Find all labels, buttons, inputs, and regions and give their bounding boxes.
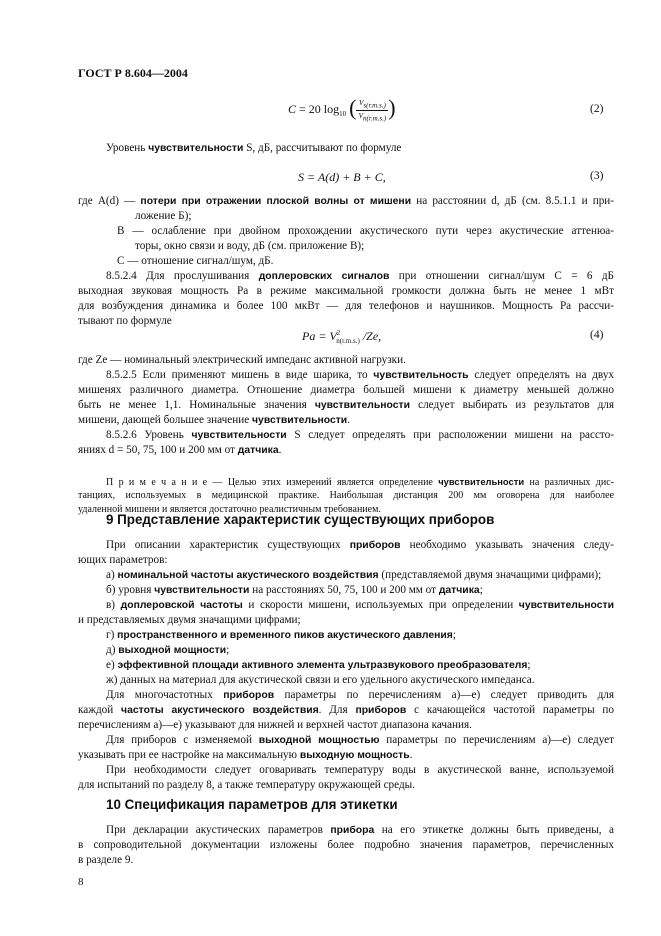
- s10-line1: При декларации акустических параметров прибора на его этикетке должны быть приведены, а: [106, 824, 614, 836]
- formula-4: $Pa = V^2_{n(r.m.s.)}$ /Ze,: [302, 329, 382, 346]
- p8524-line2: выходная звуковая мощность Pa в режиме максимальной громкости должна быть не менее 1 мВт: [78, 285, 614, 297]
- formula-2-denominator: V: [358, 110, 364, 120]
- where-ze: где Ze — номинальный электрический импеданс активной нагрузки.: [78, 354, 406, 366]
- formula-3: S = A(d) + B + C,: [298, 170, 386, 184]
- formula-2-prefix: = 20 log: [299, 101, 340, 116]
- formula-2-lhs: C: [288, 101, 297, 116]
- document-id: ГОСТ Р 8.604—2004: [78, 66, 188, 80]
- note-line1: П р и м е ч а н и е — Целью этих измерений является определение чувствительности на различных дис-: [106, 476, 614, 488]
- s9-var-line2: указывать при ее настройке на максимальную выходную мощность.: [78, 749, 413, 761]
- where-c-line: C — отношение сигнал/шум, дБ.: [117, 255, 274, 267]
- where-b-line1: B — ослабление при двойном прохождении акустического пути через акустические аттенюа-: [117, 225, 614, 237]
- where-b-line2: торы, окно связи и воду, дБ (см. приложение В);: [135, 240, 365, 252]
- s9-multi-line3: перечислениям а)—е) указывают для нижней и верхней частот диапазона качания.: [78, 719, 472, 731]
- p8524-line3: для возбуждения динамика и более 100 мкВт — для телефонов и наушников. Мощность Pa рассчи-: [78, 300, 614, 312]
- where-a-line2: ложение Б);: [135, 210, 192, 222]
- formula-2-number: (2): [590, 103, 604, 115]
- formula-2-denominator-sub: n(r.m.s.): [363, 114, 387, 122]
- p8525-line1: 8.5.2.5 Если применяют мишень в виде шарика, то чувствительность следует определять на двух: [106, 369, 615, 381]
- formula-2-fraction: [356, 98, 388, 122]
- p8526-line2: яниях d = 50, 75, 100 и 200 мм от датчика.: [78, 444, 282, 456]
- formula-4-number: (4): [590, 329, 604, 341]
- formula-2-numerator-sub: s(r.m.s.): [363, 101, 386, 110]
- s9-item-d: г) пространственного и временного пиков акустического давления;: [106, 629, 456, 641]
- formula-2-numerator: V: [358, 98, 364, 107]
- s9-intro-line2: ющих параметров:: [78, 554, 168, 566]
- s10-line2: в сопроводительной документации изложены более подробно значения параметров, перечисленных: [78, 839, 614, 851]
- where-a-line1: где A(d) — потери при отражении плоской волны от мишени на расстоянии d, дБ (см. 8.5.1.1 и при-: [78, 195, 615, 207]
- section-10-title: 10 Спецификация параметров для этикетки: [106, 797, 398, 812]
- s9-temp-line2: для испытаний по разделу 8, а также температуру окружающей среды.: [78, 779, 415, 791]
- s9-item-c-line1: в) доплеровской частоты и скорости мишени, используемых при определении чувствительности: [106, 599, 614, 611]
- p8525-line2: мишенях различного диаметра. Отношение диаметра большей мишени к диаметру меньшей должно: [78, 384, 614, 396]
- s9-item-b: б) уровня чувствительности на расстояниях 50, 75, 100 и 200 мм от датчика;: [106, 584, 483, 596]
- p8525-line3: быть не менее 1,1. Номинальные значения чувствительности следует выбирать из результатов для: [78, 399, 614, 411]
- formula-3-number: (3): [590, 170, 604, 182]
- s9-item-a: а) номинальной частоты акустического воздействия (представляемой двумя значащими цифрами);: [106, 569, 602, 581]
- s9-item-e: д) выходной мощности;: [106, 644, 230, 656]
- note-line2: танциях, используемых в медицинской практике. Наибольшая дистанция 200 мм оговорена для наиболее: [78, 490, 614, 501]
- s9-item-c-line2: и представляемых двумя значащими цифрами;: [78, 614, 301, 626]
- s9-item-f: е) эффективной площади активного элемента ультразвукового преобразователя;: [106, 659, 531, 671]
- s9-item-g: ж) данных на материал для акустической связи и его удельного акустического импеданса.: [106, 674, 535, 686]
- page-number: 8: [78, 876, 84, 888]
- s9-var-line1: Для приборов с изменяемой выходной мощностью параметры по перечислениям а)—е) следует: [106, 734, 615, 746]
- sensitivity-intro: Уровень чувствительности S, дБ, рассчитывают по формуле: [106, 142, 402, 154]
- formula-2-log-base: 10: [339, 110, 347, 119]
- s10-line3: в разделе 9.: [78, 854, 134, 866]
- p8526-line1: 8.5.2.6 Уровень чувствительности S следует определять при расположении мишени на рассто-: [106, 429, 614, 441]
- p8524-line4: тывают по формуле: [78, 315, 172, 327]
- s9-temp-line1: При необходимости следует оговаривать температуру воды в акустической ванне, используемой: [106, 764, 614, 776]
- s9-multi-line2: каждой частоты акустического воздействия. Для приборов с качающейся частотой параметры по: [78, 704, 615, 716]
- note-line3: удаленной мишени и является достаточно реалистичным требованием.: [78, 504, 381, 515]
- s9-intro-line1: При описании характеристик существующих приборов необходимо указывать значения следу-: [106, 539, 614, 551]
- section-9-title: 9 Представление характеристик существующих приборов: [106, 512, 495, 527]
- p8525-line4: мишени, дающей большее значение чувствительности.: [78, 414, 350, 426]
- p8524-line1: 8.5.2.4 Для прослушивания доплеровских сигналов при отношении сигнал/шум C = 6 дБ: [106, 270, 614, 282]
- formula-2: C = 20 $\log_{10}$ ( $\frac{V_{s(r.m.s.)}}{V_{n(r.m.s.)}}$ ): [288, 95, 396, 122]
- s9-multi-line1: Для многочастотных приборов параметры по перечислениям а)—е) следует приводить для: [106, 689, 614, 701]
